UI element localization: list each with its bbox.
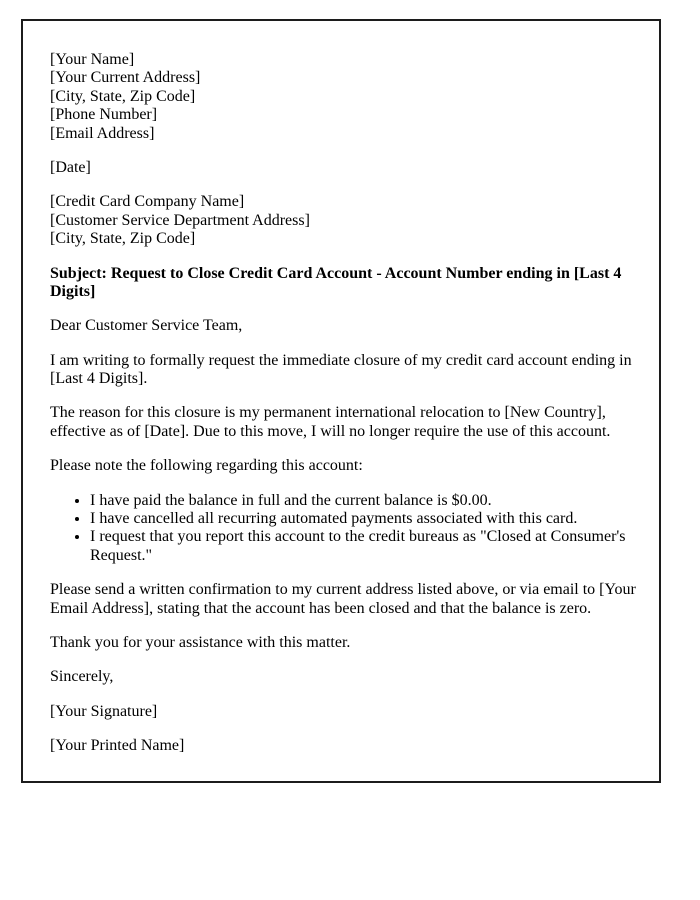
account-notes-list xyxy=(50,492,646,566)
paragraph-closure-request: I am writing to formally request the immediate closure of my credit card account ending in [Last 4 Digits]. xyxy=(50,351,632,388)
list-item-balance-paid: • I have paid the balance in full and the current balance is $0.00. xyxy=(90,492,646,510)
list-item-credit-bureau-report: • I request that you report this account to the credit bureaus as "Closed at Consumer's Request." xyxy=(90,528,646,565)
sender-email: [Email Address] xyxy=(50,124,155,142)
letter-date: [Date] xyxy=(50,158,91,176)
sender-city-state-zip: [City, State, Zip Code] xyxy=(50,87,196,105)
recipient-company: [Credit Card Company Name] xyxy=(50,193,245,211)
letter-page xyxy=(21,19,661,783)
paragraph-confirmation-request: Please send a written confirmation to my current address listed above, or via email to [Your Email Address], stating that the account has been closed and that the balance is zero. xyxy=(50,581,636,617)
paragraph-note-intro: Please note the following regarding this account: xyxy=(50,457,363,475)
signature-placeholder: [Your Signature] xyxy=(50,702,158,720)
recipient-city-state-zip: [City, State, Zip Code] xyxy=(50,230,196,248)
list-item-payments-cancelled: • I have cancelled all recurring automated payments associated with this card. xyxy=(90,510,646,528)
recipient-department: [Customer Service Department Address] xyxy=(50,211,310,229)
subject-line: Subject: Request to Close Credit Card Account - Account Number ending in [Last 4 Digits] xyxy=(50,264,622,300)
paragraph-thanks: Thank you for your assistance with this matter. xyxy=(50,633,351,651)
sender-name: [Your Name] xyxy=(50,51,135,68)
recipient-address-block xyxy=(50,193,646,248)
sender-street-address: [Your Current Address] xyxy=(50,69,201,87)
printed-name-placeholder: [Your Printed Name] xyxy=(50,737,185,755)
closing: Sincerely, xyxy=(50,668,114,686)
sender-phone: [Phone Number] xyxy=(50,106,158,124)
salutation: Dear Customer Service Team, xyxy=(50,317,243,335)
sender-address-block xyxy=(50,51,646,143)
paragraph-closure-reason: The reason for this closure is my permanent international relocation to [New Country], effective as of [Date]. Due to this move, I will no longer require the use of this account. xyxy=(50,404,611,440)
